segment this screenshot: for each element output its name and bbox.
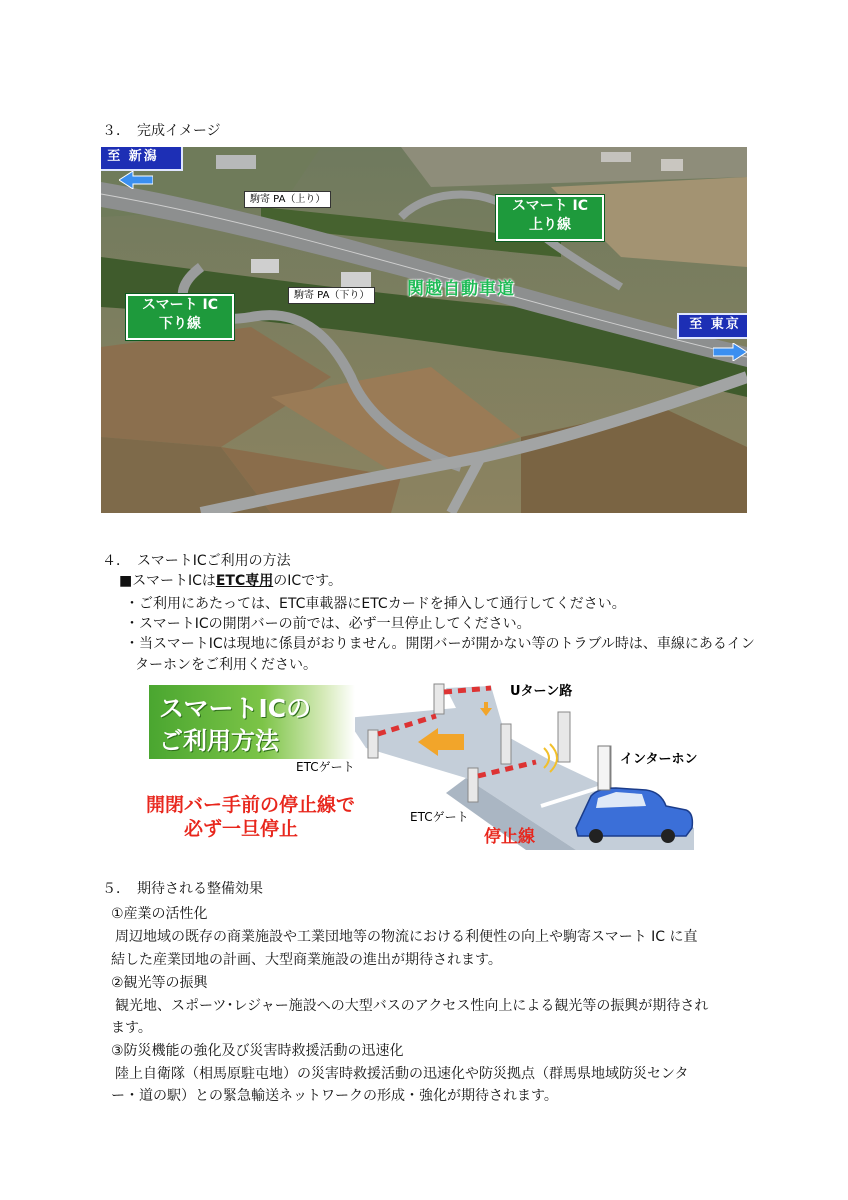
- etc-usage-diagram: [146, 678, 700, 850]
- smart-ic-up-label: [496, 195, 604, 241]
- effect-1-line2: 結した産業団地の計画、大型商業施設の進出が期待されます。: [111, 952, 502, 968]
- to-tokyo-text: 至 東京: [689, 317, 741, 332]
- arrow-right-icon: [713, 343, 747, 361]
- section4-lead: [119, 571, 342, 591]
- smart-ic-down-label: [126, 294, 234, 340]
- smart-ic-down-line1: スマート IC: [141, 297, 219, 313]
- uturn-label: Uターン路: [510, 684, 573, 699]
- etc-gate-label-2: ETCゲート: [410, 810, 469, 824]
- banner-line2: ご利用方法: [159, 727, 279, 755]
- car-icon: [576, 788, 692, 843]
- section3-heading: ３． 完成イメージ: [102, 123, 221, 139]
- bullet-2: ・スマートICの開閉バーの前では、必ず一旦停止してください。: [125, 616, 531, 632]
- intercom-post-icon: [598, 746, 610, 790]
- effect-3-line1: 陸上自衛隊（相馬原駐屯地）の災害時救援活動の迅速化や防災拠点（群馬県地域防災センタ: [101, 1066, 689, 1082]
- banner-line1: スマートICの: [159, 694, 312, 723]
- usage-banner: [149, 685, 355, 759]
- stop-line-label: 停止線: [484, 827, 535, 847]
- intercom-label: インターホン: [620, 752, 698, 767]
- section5-heading: ５． 期待される整備効果: [102, 881, 263, 897]
- arrow-left-icon: [119, 171, 153, 189]
- lead-etc-only: ETC専用: [215, 573, 274, 589]
- effect-2-title: ②観光等の振興: [111, 975, 208, 991]
- smart-ic-up-line2: 上り線: [529, 217, 571, 233]
- to-niigata-text: 至 新潟: [107, 149, 159, 164]
- to-niigata-label: [101, 147, 183, 171]
- effect-1-title: ①産業の活性化: [111, 906, 208, 922]
- smart-ic-down-line2: 下り線: [159, 316, 201, 332]
- aerial-photo: [101, 147, 747, 513]
- pa-up-label: 駒寄 PA（上り）: [244, 191, 331, 208]
- lead-post: のICです。: [273, 573, 343, 589]
- to-tokyo-label: [677, 313, 747, 339]
- effect-3-line2: ー・道の駅）との緊急輸送ネットワークの形成・強化が期待されます。: [111, 1088, 558, 1104]
- lead-pre: ■スマートICは: [119, 573, 216, 589]
- section4-heading: ４． スマートICご利用の方法: [102, 553, 291, 569]
- effect-2-line1: 観光地、スポーツ･レジャー施設への大型バスのアクセス性向上による観光等の振興が期待され: [101, 998, 709, 1014]
- expressway-name: 関越自動車道: [407, 279, 515, 299]
- bullet-3: ・当スマートICは現地に係員がおりません。開閉バーが開かない等のトラブル時は、車線にあるイン: [125, 636, 755, 652]
- effect-3-title: ③防災機能の強化及び災害時救援活動の迅速化: [111, 1043, 404, 1059]
- stop-message-line2: 必ず一旦停止: [184, 818, 299, 840]
- bullet-3-continued: ターホンをご利用ください。: [135, 657, 317, 673]
- bullet-1: ・ご利用にあたっては、ETC車載器にETCカードを挿入して通行してください。: [125, 596, 626, 612]
- stop-message-line1: 開閉バー手前の停止線で: [146, 794, 356, 816]
- effect-2-line2: ます。: [111, 1020, 152, 1036]
- effect-1-line1: 周辺地域の既存の商業施設や工業団地等の物流における利便性の向上や駒寄スマート IC に直: [101, 929, 698, 945]
- pa-down-label: 駒寄 PA（下り）: [288, 287, 375, 304]
- etc-gate-label-1: ETCゲート: [296, 760, 355, 774]
- smart-ic-up-line1: スマート IC: [511, 198, 589, 214]
